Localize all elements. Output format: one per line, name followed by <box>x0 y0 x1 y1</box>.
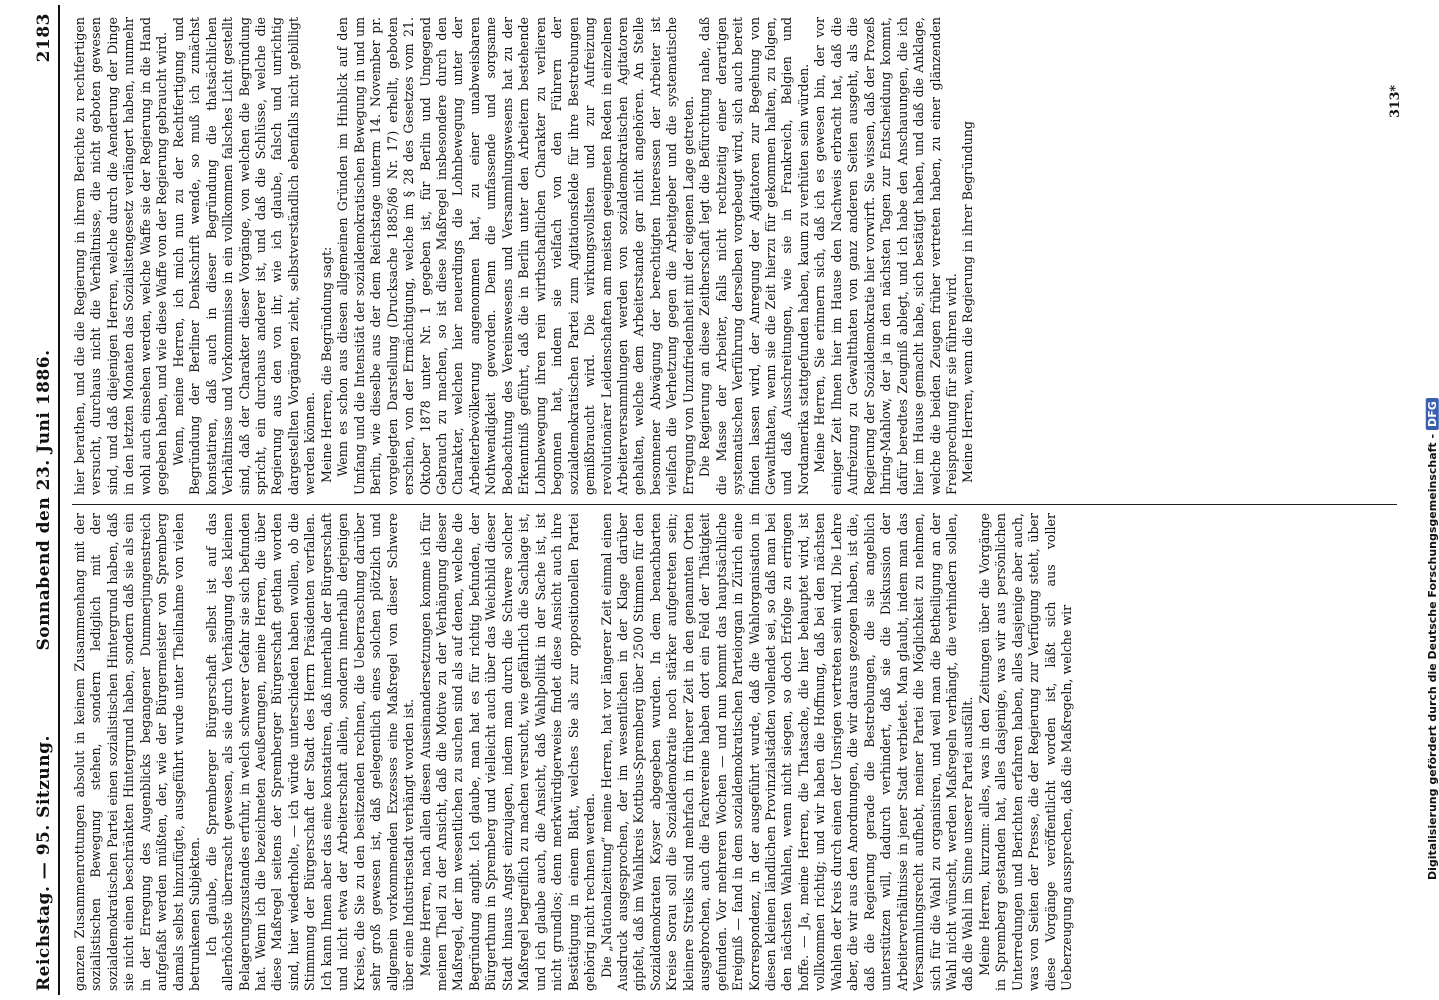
left-column-text: ganzen Zusammenrottungen absolut in keinem Zusammenhang mit der sozialistischen Bewegung stehen, sondern lediglich mit der sozialdemokratischen Partei einen sozialistischen Hintergrund haben, daß sie nicht einen beschränkten Hintergrund haben, sondern daß sie als ein in der Erregung des Augenblicks begangener Dummerjungenstreich aufgefaßt werden müßten, der, wie der Bürgermeister von Spremberg damals selbst hinzufügte, ausgeführt wurde unter Theilnahme von vielen betrunkenen Subjekten. Ich glaube, die Spremberger Bürgerschaft selbst ist auf das allerhöchste überrascht gewesen, als sie durch Verhängung des kleinen Belagerungszustandes erfuhr, in welch schwerer Gefahr sie sich befunden hat. Wenn ich die bezeichneten Aeußerungen, meine Herren, die über diese Maßregel seitens der Spremberger Bürgerschaft gethan worden sind, hier wiederholte, — ich würde unterschieden haben wollen, ob die Stimmung der Bürgerschaft der Stadt des Herrn Präsidenten verfallen. Ich kann Ihnen aber das eine konstatiren, daß innerhalb der Bürgerschaft und nicht etwa der Arbeiterschaft allein, sondern innerhalb derjenigen Kreise, die Sie zu den besitzenden rechnen, die Ueberraschung darüber sehr groß gewesen ist, daß gelegentlich eines solchen plötzlich und allgemein vorkommenden Exzesses eine Maßregel von dieser Schwere über eine Industriestadt verhängt worden ist. Meine Herren, nach allen diesen Auseinandersetzungen komme ich für meinen Theil zu der Ansicht, daß die Motive zu der Verhängung dieser Maßregel, der im wesentlichen zu suchen sind als auf denen, welche die Begründung angibt. Ich glaube, man hat es für richtig befunden, der Bürgerthum in Spremberg und vielleicht auch über das Weichbild dieser Stadt hinaus Angst einzujagen, indem man durch die Schwere solcher Maßregel begreiflich zu machen versucht, wie gefährlich die Sachlage ist, und ich glaube auch, die Ansicht, daß Wahlpolitik in der Sache ist, ist nicht grundlos; denn merkwürdigerweise findet diese Ansicht auch ihre Bestätigung in einem Blatt, welches Sie als zur oppositionellen Partei gehörig nicht rechnen werden. Die „Nationalzeitung“ meine Herren, hat vor längerer Zeit einmal einen Ausdruck ausgesprochen, der im wesentlichen in der Klage darüber gipfelt, daß im Wahlkreis Kottbus-Spremberg über 2500 Stimmen für den Sozialdemokraten Kayser abgegeben wurden. In dem benachbarten Kreise Sorau soll die Sozialdemokratie noch stärker aufgetreten sein; kleinere Streiks sind mehrfach in früherer Zeit in den genannten Orten ausgebrochen, auch die Fachvereine haben dort ein Feld der Thätigkeit gefunden. Vor mehreren Wochen — und nun kommt das hauptsächliche Ereigniß — fand in dem sozialdemokratischen Parteiorgan in Zürich eine Korrespondenz, in der ausgeführt wurde, daß die Wahlorganisation in diesen kleinen ländlichen Provinzialstädten vollendet sei, so daß man bei den nächsten Wahlen, wenn nicht siegen, so doch Erfolge zu erringen hoffe. — Ja, meine Herren, die Thatsache, die hier behauptet wird, ist vollkommen richtig; und wir haben die Hoffnung, daß bei den nächsten Wahlen der Kreis durch einen der Unsrigen vertreten sein wird. Die Lehre aber, die wir aus den Anordnungen, die wir daraus gezogen haben, ist die, daß die Regierung gerade die Bestrebungen, die sie angeblich unterstützen will, dadurch verhindert, daß sie die Diskussion der Arbeiterverhältnisse in jener Stadt verbietet. Man glaubt, indem man das Versammlungsrecht aufhebt, meiner Partei die Möglichkeit zu nehmen, sich für die Wahl zu organisiren, und weil man die Betheiligung an der Wahl nicht wünscht, werden Maßregeln verhängt, die verhindern sollen, daß die Wahl im Sinne unserer Partei ausfällt. Meine Herren, kurzum: alles, was in den Zeitungen über die Vorgänge in Spremberg gestanden hat, alles dasjenige, was wir aus persönlichen Unterredungen und Berichten erfahren haben, alles dasjenige aber auch, was von Seiten der Presse, die der Regierung zur Verfügung steht, über diese Vorgänge veröffentlicht worden ist, läßt sich aus voller Ueberzeugung aussprechen, daß die Maßregeln, welche wir <box>72 512 1075 991</box>
digitization-credit-text: Digitalisierung gefördert durch die Deutsche Forschungsgemeinschaft - <box>1426 433 1439 880</box>
header-date: Sonnabend den 23. Juni 1886. <box>34 349 54 651</box>
dfg-logo: DFG <box>1426 398 1439 430</box>
header-title: Reichstag. — 95. Sitzung. <box>34 735 54 991</box>
page-header <box>30 5 60 995</box>
digitization-credit <box>1426 398 1439 880</box>
column-divider <box>72 504 1397 505</box>
right-column-text: hier berathen, und die die Regierung in ihrem Berichte zu rechtfertigen versucht, durchaus nicht die Verhältnisse, die nicht geboten gewesen sind, und daß diejenigen Herren, welche durch die Aenderung der Dinge in den letzten Monaten das Sozialistengesetz verlängert haben, nunmehr wohl auch einsehen werden, welche Waffe sie der Regierung in die Hand gegeben haben, und wie diese Waffe von der Regierung gebraucht wird. Wenn, meine Herren, ich mich nun zu der Rechtfertigung und Begründung der Berliner Denkschrift wende, so muß ich zunächst konstatiren, daß auch in dieser Begründung die thatsächlichen Verhältnisse und Vorkommnisse in ein vollkommen falsches Licht gestellt sind, daß der Charakter dieser Vorgänge, von welchen die Begründung spricht, ein durchaus anderer ist, und daß die Schlüsse, welche die Regierung aus den von ihr, wie ich glaube, falsch und unrichtig dargestellten Vorgängen zieht, selbstverständlich ebenfalls nicht gebilligt werden können. Meine Herren, die Begründung sagt: Wenn es schon aus diesen allgemeinen Gründen im Hinblick auf den Umfang und die Intensität der sozialdemokratischen Bewegung in und um Berlin, wie dieselbe aus der dem Reichstage unterm 14. November pr. vorgelegten Darstellung (Drucksache 1885/86 Nr. 17) erhellt, geboten erschien, von der Ermächtigung, welche im § 28 des Gesetzes vom 21. Oktober 1878 unter Nr. 1 gegeben ist, für Berlin und Umgegend Gebrauch zu machen, so ist diese Maßregel insbesondere durch den Charakter, welchen hier neuerdings die Lohnbewegung unter der Arbeiterbevölkerung angenommen hat, zu einer unabweisbaren Nothwendigkeit geworden. Denn die umfassende und sorgsame Beobachtung des Vereinswesens und Versammlungswesens hat zu der Erkenntniß geführt, daß die in Berlin unter den Arbeitern bestehende Lohnbewegung ihren rein wirthschaftlichen Charakter zu verlieren begonnen hat, indem sie vielfach von den Führern der sozialdemokratischen Partei zum Agitationsfelde für ihre Bestrebungen gemißbraucht wird. Die wirkungsvollsten und zur Aufreizung revolutionärer Leidenschaften am meisten geeigneten Reden in einzelnen Arbeiterversammlungen werden von sozialdemokratischen Agitatoren gehalten, welche dem Arbeiterstande gar nicht angehören. An Stelle besonnener Abwägung der berechtigten Interessen der Arbeiter ist vielfach die Verhetzung gegen die Arbeitgeber und die systematische Erregung von Unzufriedenheit mit der eigenen Lage getreten. Die Regierung an diese Zeitherschaft legt die Befürchtung nahe, daß die Masse der Arbeiter, falls nicht rechtzeitig einer derartigen systematischen Verführung derselben vorgebeugt wird, sich auch bereit finden lassen wird, der Anregung der Agitatoren zur Begehung von Gewaltthaten, wenn sie die Zeit hierzu für gekommen halten, zu folgen, und daß Ausschreitungen, wie sie in Frankreich, Belgien und Nordamerika stattgefunden haben, kaum zu verhüten sein würden. Meine Herren, Sie erinnern sich, daß ich es gewesen bin, der vor einiger Zeit Ihnen hier im Hause den Nachweis erbracht hat, daß die Aufreizung zu Gewaltthaten von ganz anderen Seiten ausgeht, als die Regierung der Sozialdemokratie hier vorwirft. Sie wissen, daß der Prozeß Ihring-Mahlow, der ja in den nächsten Tagen zur Entscheidung kommt, dafür beredtes Zeugniß ablegt, und ich habe den Anschauungen, die ich hier im Hause gemacht habe, sich bestätigt haben, und daß die Anklage, welche die beiden Zeugen früher vertreten haben, zu einer glänzenden Freisprechung für sie führen wird. Meine Herren, wenn die Regierung in ihrer Begründung <box>72 17 976 495</box>
page-number: 2183 <box>34 13 54 63</box>
page <box>30 5 1410 995</box>
sheet-signature: 313* <box>1387 85 1402 118</box>
